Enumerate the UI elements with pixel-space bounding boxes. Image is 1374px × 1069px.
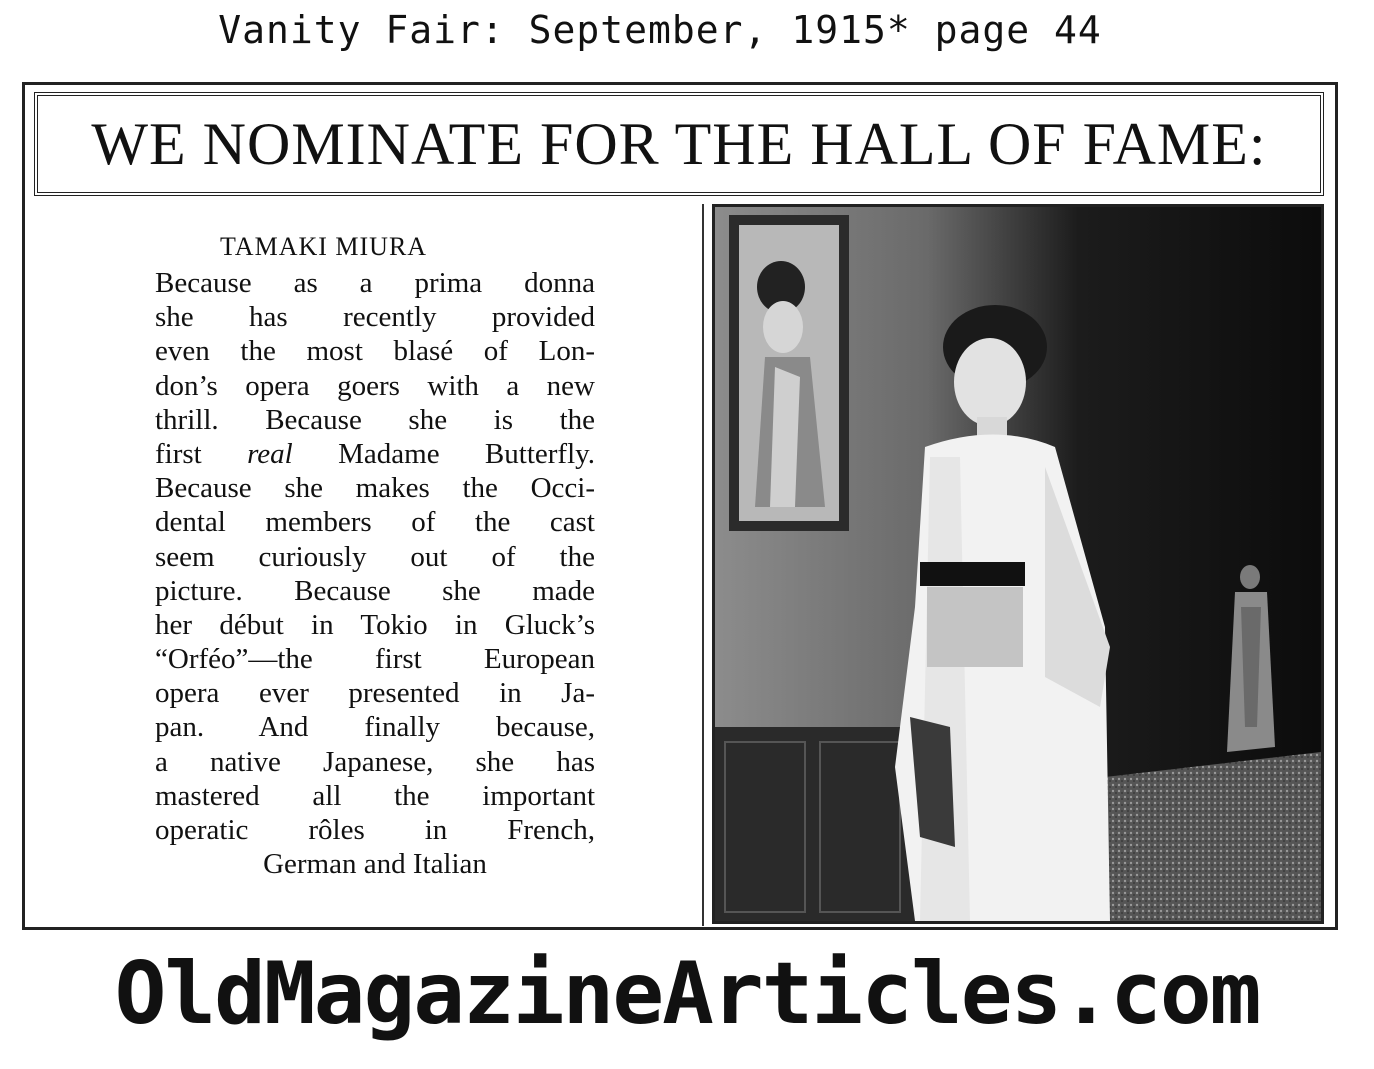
article-line: dental members of the cast [155,506,595,539]
headline-box [34,92,1324,196]
article-line: Because as a prima donna [155,267,595,299]
article-line: even the most blasé of Lon- [155,335,595,368]
portrait-photo [712,204,1324,924]
article-line: operatic rôles in French, [155,814,595,846]
site-watermark: OldMagazineArticles.com [114,944,1260,1044]
article-body [155,266,595,881]
article-line: first real Madame Butterfly. [155,437,595,470]
article-line: mastered all the important [155,779,595,812]
byline: TAMAKI MIURA [220,232,428,261]
article-line: a native Japanese, she has [155,745,595,778]
article-line: she has recently provided [155,301,595,334]
article-line: don’s opera goers with a new [155,369,595,402]
portrait-image [715,207,1321,921]
article-line: thrill. Because she is the [155,403,595,436]
article-line: German and Italian [263,848,487,881]
article-line: opera ever presented in Ja- [155,677,595,710]
article-line: pan. And finally because, [155,711,595,744]
article-line: her début in Tokio in Gluck’s [155,608,595,641]
article-line: Because she makes the Occi- [155,472,595,505]
headline: WE NOMINATE FOR THE HALL OF FAME: [91,110,1267,177]
article-line: picture. Because she made [155,574,595,607]
article-line: “Orféo”—the first European [155,643,595,676]
source-caption: Vanity Fair: September, 1915* page 44 [218,8,1102,52]
article-line: seem curiously out of the [155,540,595,573]
wall-painting [729,215,849,531]
